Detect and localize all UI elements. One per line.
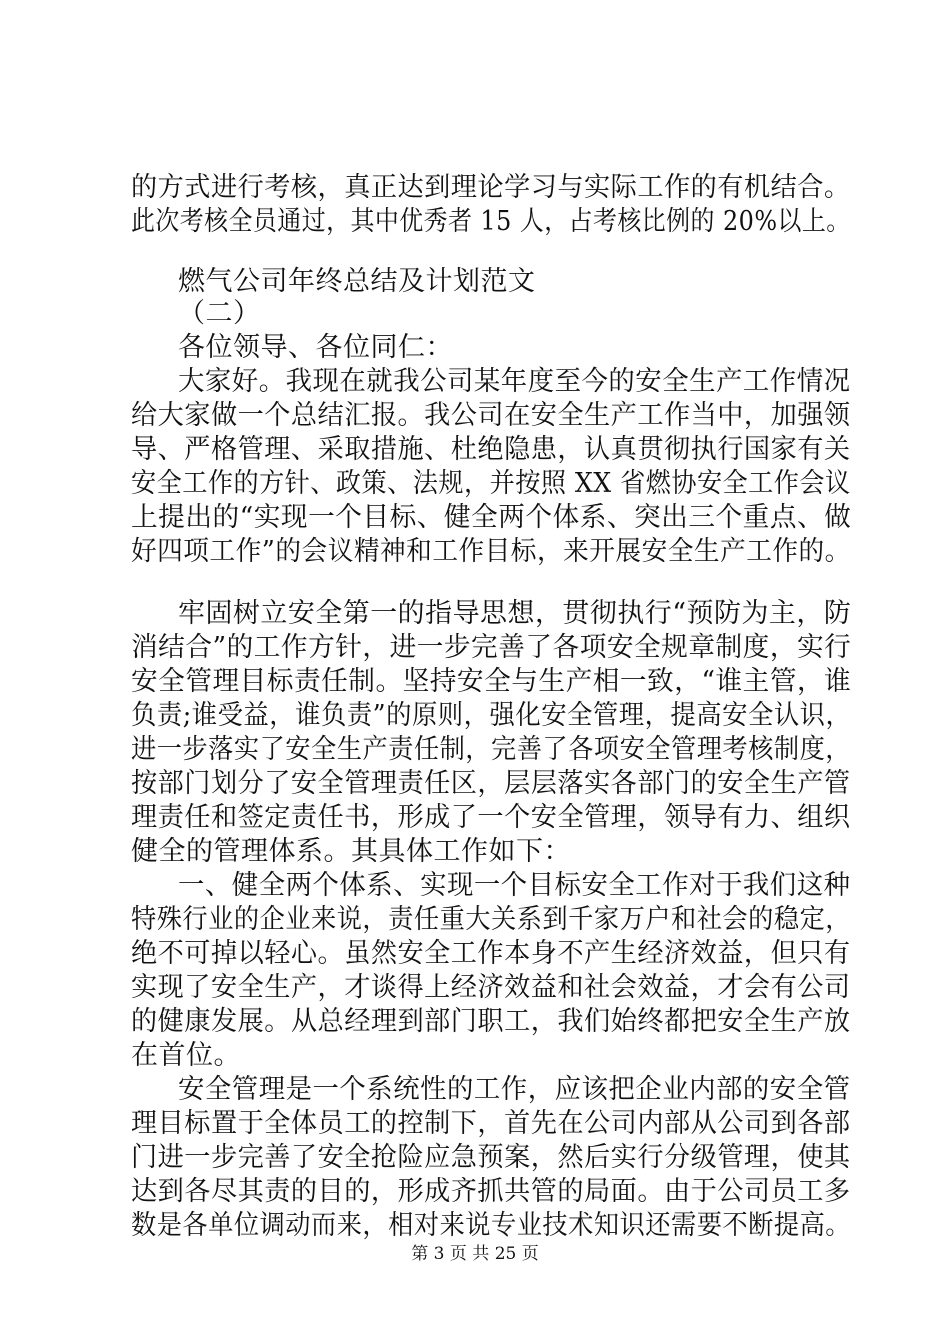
paragraph-line: 数是各单位调动而来，相对来说专业技术知识还需要不断提高。 [131,1210,851,1241]
paragraph-line: 特殊行业的企业来说，责任重大关系到千家万户和社会的稳定， [131,904,851,935]
paragraph-line: 好四项工作”的会议精神和工作目标，来开展安全生产工作的。 [131,536,851,567]
paragraph-line: 的方式进行考核，真正达到理论学习与实际工作的有机结合。 [131,172,851,203]
paragraph-line: 健全的管理体系。其具体工作如下： [131,836,571,867]
paragraph-line: 实现了安全生产，才谈得上经济效益和社会效益，才会有公司 [131,972,851,1003]
paragraph-line: 此次考核全员通过，其中优秀者 15 人，占考核比例的 20%以上。 [131,206,851,237]
page-number-footer: 第 3 页 共 25 页 [411,1244,539,1264]
paragraph-line: 按部门划分了安全管理责任区，层层落实各部门的安全生产管 [131,768,851,799]
paragraph-line: 安全工作的方针、政策、法规，并按照 XX 省燃协安全工作会议 [131,468,851,499]
paragraph-line: 负责;谁受益，谁负责”的原则，强化安全管理，提高安全认识， [131,700,852,731]
paragraph-line: 上提出的“实现一个目标、健全两个体系、突出三个重点、做 [131,502,852,533]
paragraph-line: 一、健全两个体系、实现一个目标安全工作对于我们这种 [178,870,851,901]
paragraph-line: 的健康发展。从总经理到部门职工，我们始终都把安全生产放 [131,1006,851,1037]
paragraph-line: 理责任和签定责任书，形成了一个安全管理，领导有力、组织 [131,802,851,833]
paragraph-line: 进一步落实了安全生产责任制，完善了各项安全管理考核制度， [131,734,851,765]
paragraph-line: 绝不可掉以轻心。虽然安全工作本身不产生经济效益，但只有 [131,938,851,969]
paragraph-line: 消结合”的工作方针，进一步完善了各项安全规章制度，实行 [131,632,852,663]
paragraph-line: 达到各尽其责的目的，形成齐抓共管的局面。由于公司员工多 [131,1176,851,1207]
section-title: 燃气公司年终总结及计划范文 [178,266,536,297]
paragraph-line: 给大家做一个总结汇报。我公司在安全生产工作当中，加强领 [131,400,851,431]
paragraph-line: 安全管理是一个系统性的工作，应该把企业内部的安全管 [178,1074,851,1105]
paragraph-line: 大家好。我现在就我公司某年度至今的安全生产工作情况 [178,366,851,397]
paragraph-line: 导、严格管理、采取措施、杜绝隐患，认真贯彻执行国家有关 [131,434,851,465]
paragraph-line: 门进一步完善了安全抢险应急预案，然后实行分级管理，使其 [131,1142,851,1173]
paragraph-line: 在首位。 [131,1040,241,1071]
paragraph-line: 理目标置于全体员工的控制下，首先在公司内部从公司到各部 [131,1108,851,1139]
paragraph-line: 安全管理目标责任制。坚持安全与生产相一致，“谁主管，谁 [131,666,852,697]
paragraph-line: 牢固树立安全第一的指导思想，贯彻执行“预防为主，防 [178,598,852,629]
salutation: 各位领导、各位同仁： [178,332,453,363]
section-subtitle: （二） [178,298,261,329]
